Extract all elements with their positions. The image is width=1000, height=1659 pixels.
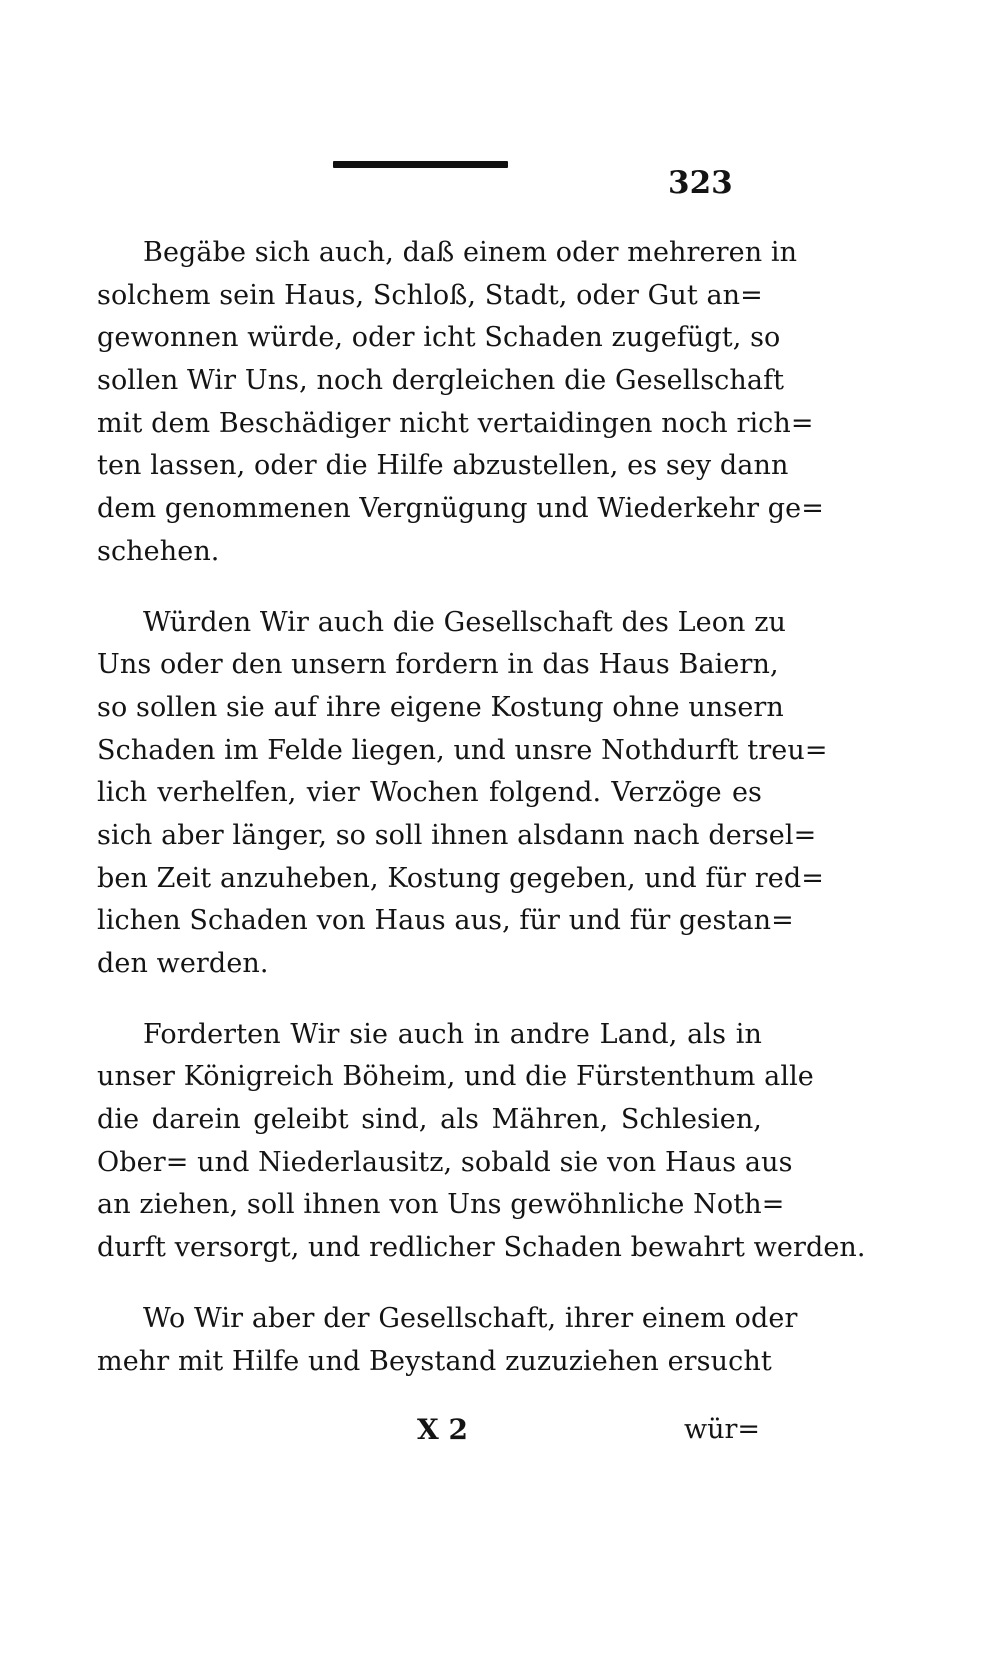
paragraph-2 [97,602,828,986]
text-line: an ziehen, soll ihnen von Uns gewöhnliche Noth= [97,1189,785,1221]
body-text [97,232,866,1411]
text-line: Uns oder den unsern fordern in das Haus Baiern, [97,649,779,681]
paragraph-3 [97,1014,866,1270]
text-line: durft versorgt, und redlicher Schaden bewahrt werden. [97,1232,866,1264]
text-line: gewonnen würde, oder icht Schaden zugefügt, so [97,322,781,354]
text-line: Ober= und Niederlausitz, sobald sie von Haus aus [97,1146,793,1178]
page-number: 323 [668,165,733,201]
signature-mark: X 2 [417,1413,468,1446]
text-line: Forderten Wir sie auch in andre Land, als in [143,1018,762,1050]
text-line: schehen. [97,535,220,567]
text-line: ben Zeit anzuheben, Kostung gegeben, und für red= [97,862,824,894]
page-footer [97,1408,762,1452]
text-line: sich aber länger, so soll ihnen alsdann nach dersel= [97,819,817,851]
text-line: ten lassen, oder die Hilfe abzustellen, es sey dann [97,450,789,482]
catchword: wür= [683,1414,760,1445]
text-line: den werden. [97,948,269,979]
text-line: lich verhelfen, vier Wochen folgend. Verzöge es [97,777,762,809]
text-line: Würden Wir auch die Gesellschaft des Leon zu [143,606,787,638]
text-line: so sollen sie auf ihre eigene Kostung ohne unsern [97,691,784,723]
paragraph-1 [97,232,824,574]
header-rule [333,161,508,168]
text-line: unser Königreich Böheim, und die Fürstenthum alle [97,1061,814,1093]
text-line: mit dem Beschädiger nicht vertaidingen noch rich= [97,407,814,439]
text-line: mehr mit Hilfe und Beystand zuzuziehen ersucht [97,1345,772,1377]
text-line: solchem sein Haus, Schloß, Stadt, oder Gut an= [97,279,763,311]
paragraph-4 [97,1298,798,1383]
text-line: dem genommenen Vergnügung und Wiederkehr ge= [97,493,824,525]
text-line: Begäbe sich auch, daß einem oder mehreren in [143,237,798,268]
text-line: die darein geleibt sind, als Mähren, Schlesien, [97,1104,762,1136]
text-line: lichen Schaden von Haus aus, für und für gestan= [97,905,794,937]
text-line: Schaden im Felde liegen, und unsre Nothdurft treu= [97,734,828,766]
text-line: Wo Wir aber der Gesellschaft, ihrer einem oder [143,1302,798,1334]
text-line: sollen Wir Uns, noch dergleichen die Gesellschaft [97,365,785,397]
